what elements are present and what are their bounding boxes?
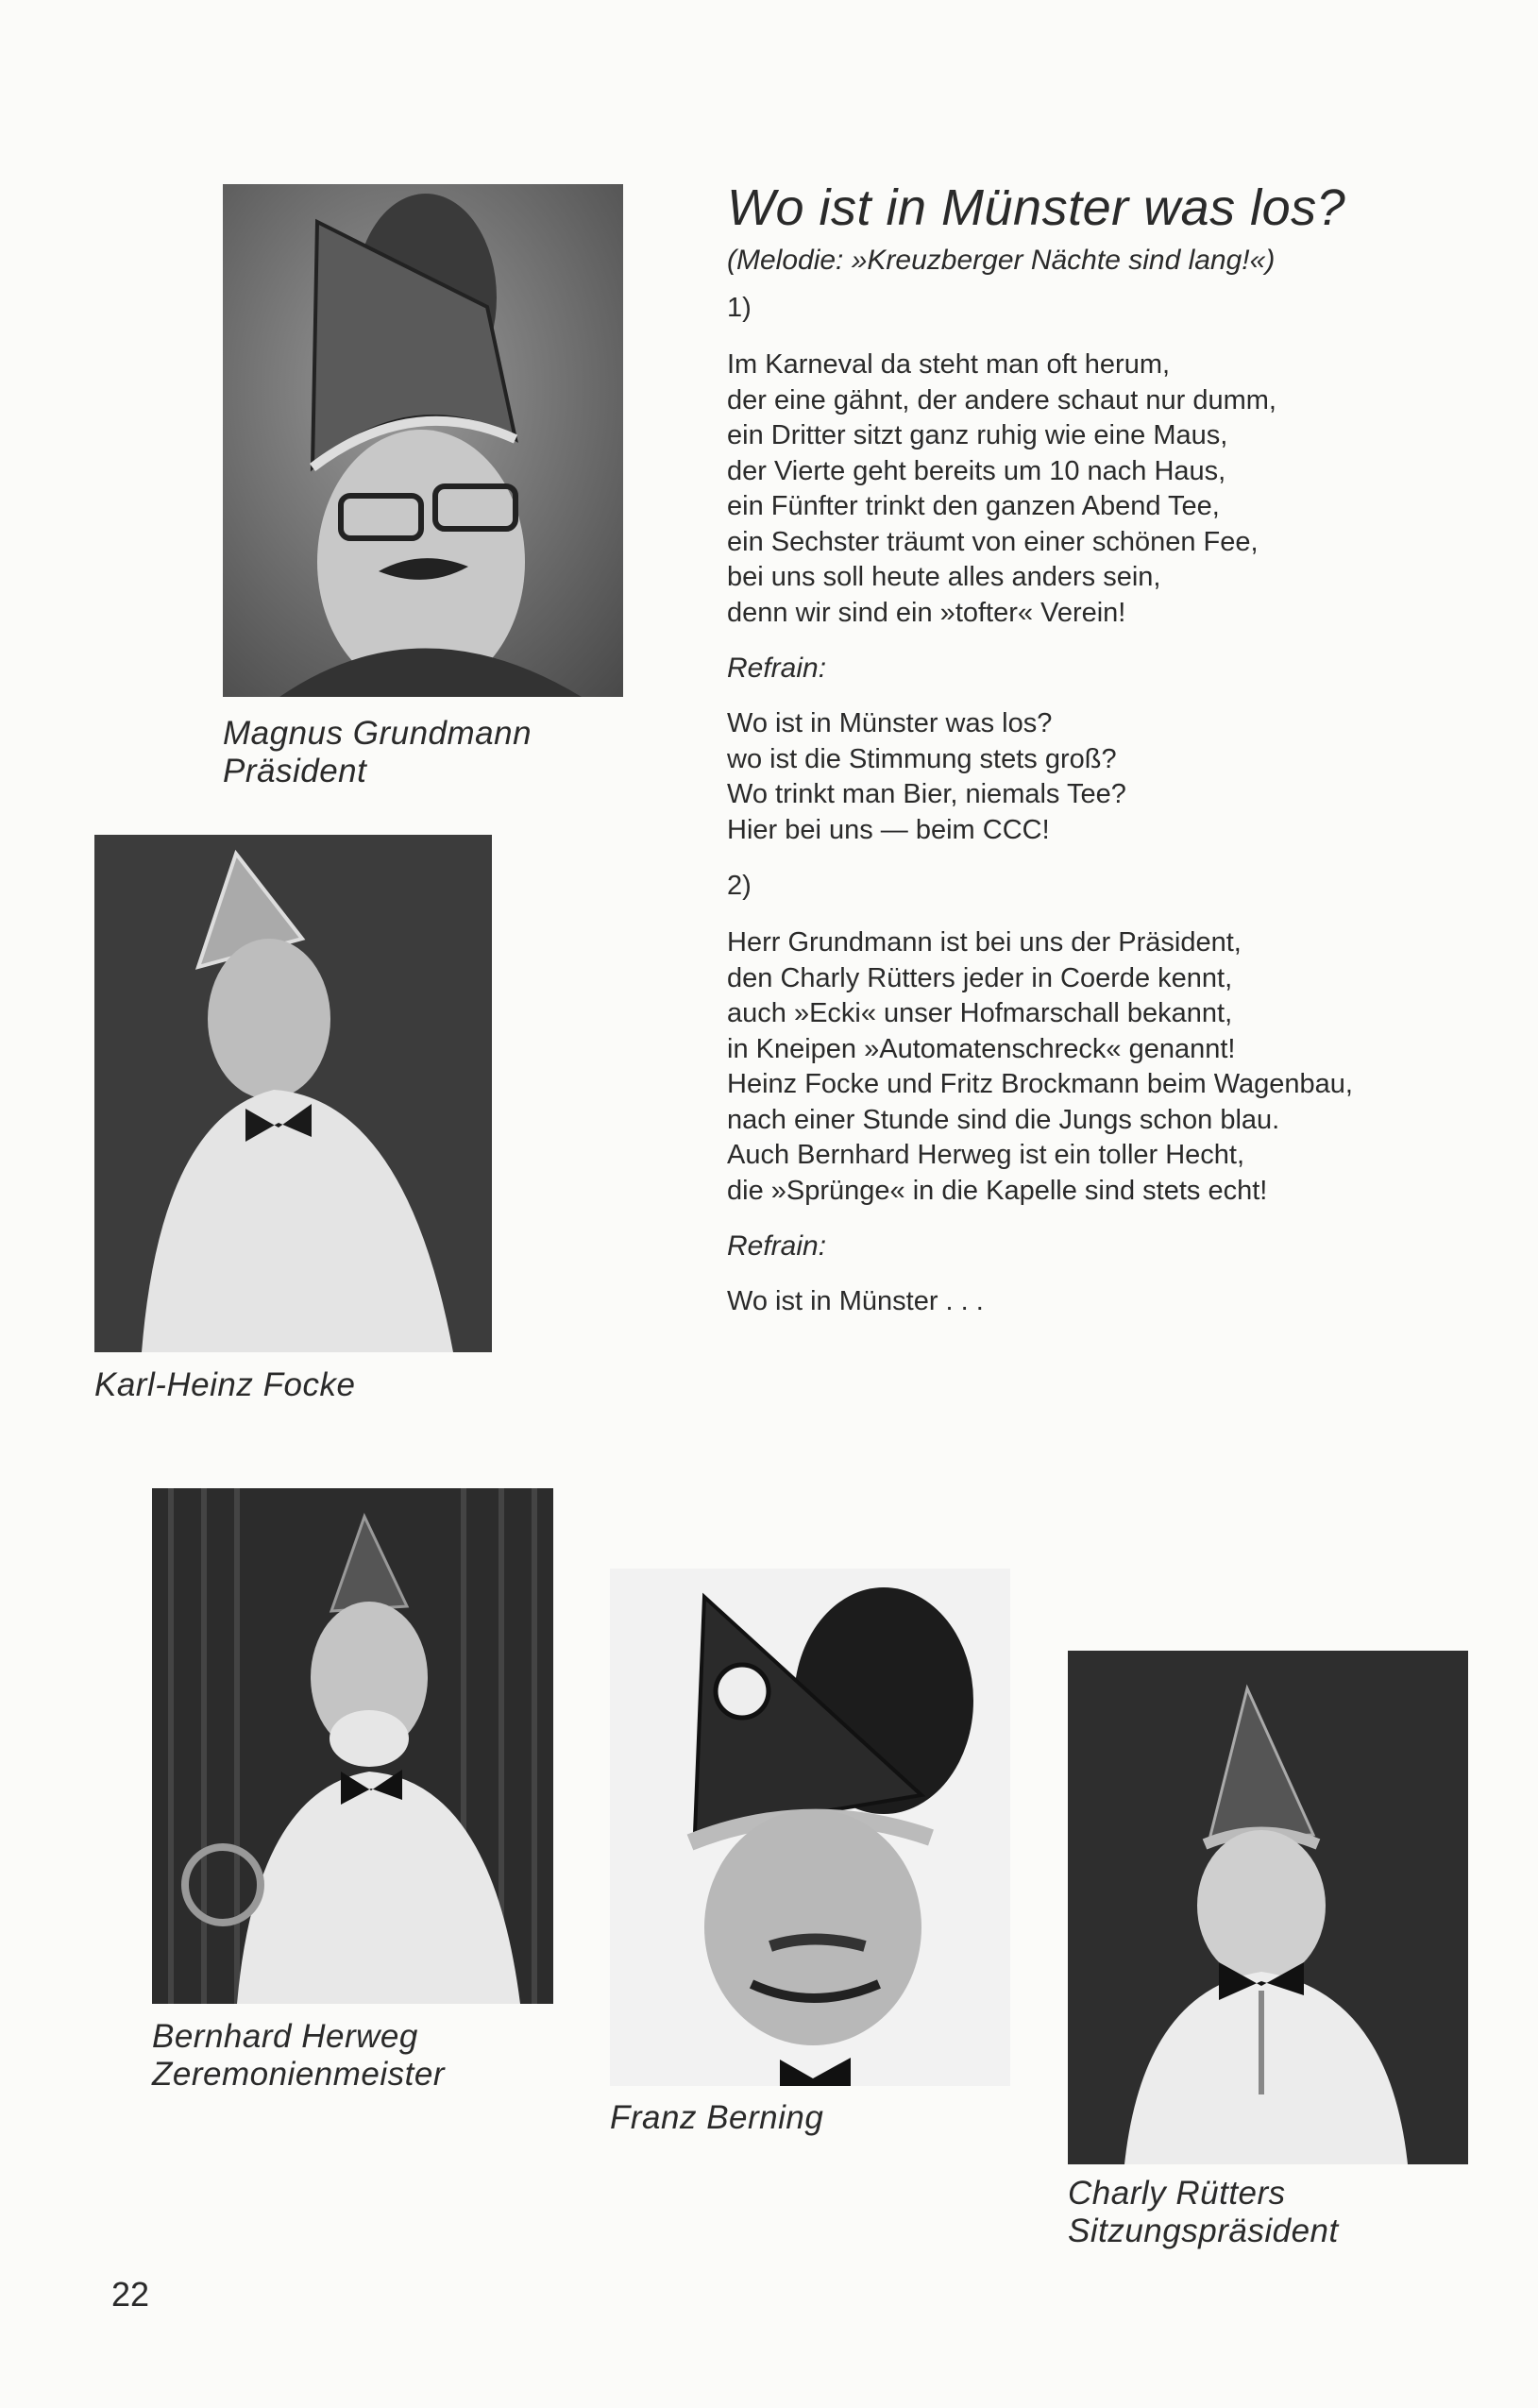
verse-number: 2) [727,871,752,901]
photo-bernhard-herweg [152,1488,553,2004]
verse-lines [727,348,1501,631]
verse-line: Auch Bernhard Herweg ist ein toller Hecht, [727,1140,1245,1170]
refrain-line: Wo ist in Münster was los? [727,708,1053,738]
refrain-lines [727,706,1501,848]
verse-number: 1) [727,293,752,323]
song-title: Wo ist in Münster was los? [727,179,1346,236]
person-name: Bernhard Herweg [152,2018,418,2055]
person-name: Charly Rütters [1068,2175,1286,2212]
page-number: 22 [111,2275,150,2314]
verse-line: der Vierte geht bereits um 10 nach Haus, [727,455,1226,486]
verse-line: nach einer Stunde sind die Jungs schon blau. [727,1104,1280,1135]
verse-line: denn wir sind ein »tofter« Verein! [727,597,1126,628]
portrait-image [610,1569,1010,2086]
verse-line: Herr Grundmann ist bei uns der Präsident, [727,927,1242,958]
verse-lines [727,925,1501,1209]
refrain-label: Refrain: [727,653,827,684]
refrain-line: wo ist die Stimmung stets groß? [727,743,1117,774]
caption-franz-berning [610,2099,823,2137]
caption-bernhard-herweg [152,2018,445,2094]
caption-magnus-grundmann [223,715,532,790]
verse-line: ein Sechster träumt von einer schönen Fee, [727,526,1259,557]
person-name: Magnus Grundmann [223,715,532,752]
person-name: Franz Berning [610,2099,824,2136]
photo-karl-heinz-focke [94,835,492,1352]
person-role: Sitzungspräsident [1068,2213,1339,2249]
portrait-image [1068,1651,1468,2164]
verse-line: bei uns soll heute alles anders sein, [727,562,1161,592]
refrain-line: Wo ist in Münster . . . [727,1286,984,1316]
person-role: Zeremonienmeister [152,2056,445,2093]
verse-line: die »Sprünge« in die Kapelle sind stets echt! [727,1175,1268,1206]
caption-charly-ruetters [1068,2175,1339,2250]
person-role: Präsident [223,753,367,789]
portrait-image [94,835,492,1352]
verse-line: in Kneipen »Automatenschreck« genannt! [727,1033,1236,1064]
verse-line: auch »Ecki« unser Hofmarschall bekannt, [727,998,1233,1028]
caption-karl-heinz-focke [94,1366,355,1404]
refrain-lines [727,1284,1501,1320]
song-text [727,179,1501,1341]
verse-line: Im Karneval da steht man oft herum, [727,349,1171,380]
verse-line: den Charly Rütters jeder in Coerde kennt, [727,962,1233,993]
photo-franz-berning [610,1569,1010,2086]
refrain-line: Hier bei uns — beim CCC! [727,814,1050,845]
song-melody: (Melodie: »Kreuzberger Nächte sind lang!«) [727,245,1276,276]
refrain-label: Refrain: [727,1230,827,1262]
photo-charly-ruetters [1068,1651,1468,2164]
verse-line: der eine gähnt, der andere schaut nur dumm, [727,384,1276,415]
person-name: Karl-Heinz Focke [94,1366,356,1403]
verse-line: ein Fünfter trinkt den ganzen Abend Tee, [727,491,1220,521]
verse-line: ein Dritter sitzt ganz ruhig wie eine Maus, [727,420,1228,450]
photo-magnus-grundmann [223,184,623,697]
verse-line: Heinz Focke und Fritz Brockmann beim Wagenbau, [727,1069,1353,1099]
portrait-image [223,184,623,697]
refrain-line: Wo trinkt man Bier, niemals Tee? [727,779,1126,809]
portrait-image [152,1488,553,2004]
